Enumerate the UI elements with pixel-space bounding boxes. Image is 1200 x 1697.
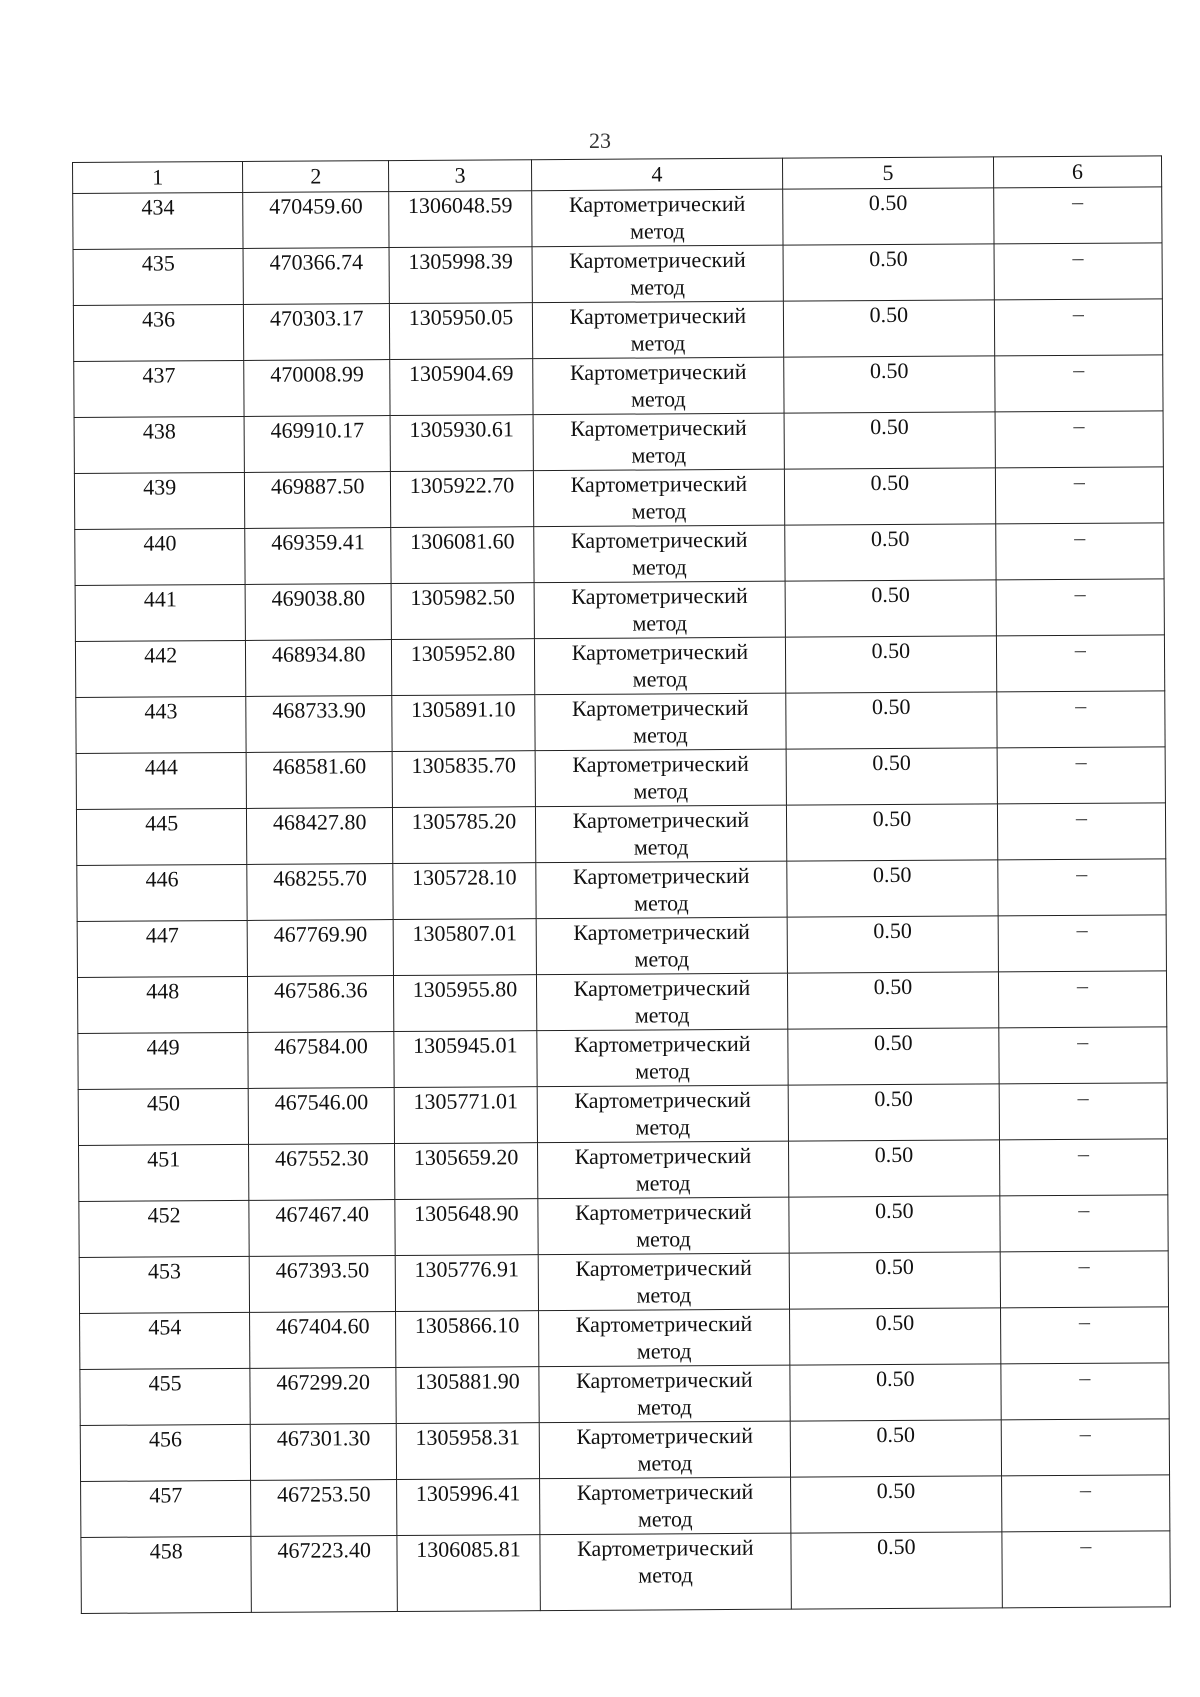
note-cell: – (997, 747, 1166, 804)
table-row (76, 803, 1165, 866)
accuracy-cell: 0.50 (787, 972, 998, 1029)
table-row (81, 1475, 1170, 1538)
y-coordinate-cell: 1306081.60 (391, 527, 534, 584)
y-coordinate-cell: 1305930.61 (390, 415, 533, 472)
method-line-2: метод (630, 274, 686, 300)
method-line-1: Картометрический (574, 1086, 751, 1113)
method-line-2: метод (637, 1394, 692, 1420)
point-number-cell: 437 (74, 360, 245, 417)
note-cell: – (999, 1139, 1168, 1196)
method-line-2: метод (633, 834, 689, 860)
note-cell: – (996, 635, 1165, 692)
column-header-6: 6 (993, 156, 1161, 188)
x-coordinate-cell: 467586.36 (248, 976, 394, 1033)
x-coordinate-cell: 467223.40 (251, 1536, 397, 1613)
point-number-cell: 452 (79, 1200, 250, 1257)
table-row (77, 915, 1166, 978)
table-row (78, 1027, 1167, 1090)
table-row (74, 355, 1163, 418)
table-row (75, 579, 1164, 642)
point-number-cell: 443 (76, 696, 247, 753)
y-coordinate-cell: 1305958.31 (396, 1423, 539, 1480)
method-cell (539, 1477, 791, 1535)
method-line-1: Картометрический (574, 1198, 752, 1225)
method-line-2: метод (630, 330, 686, 356)
x-coordinate-cell: 469887.50 (245, 472, 391, 529)
method-line-2: метод (635, 1058, 690, 1084)
method-line-2: метод (631, 442, 687, 468)
y-coordinate-cell: 1305891.10 (392, 695, 535, 752)
x-coordinate-cell: 467546.00 (248, 1088, 394, 1145)
note-cell: – (998, 915, 1167, 972)
point-number-cell: 450 (78, 1088, 249, 1145)
y-coordinate-cell: 1305648.90 (395, 1199, 538, 1256)
method-cell (537, 1141, 789, 1199)
method-cell (532, 301, 784, 359)
point-number-cell: 449 (78, 1032, 249, 1089)
point-number-cell: 445 (76, 808, 247, 865)
method-cell (534, 581, 786, 639)
method-cell (534, 637, 786, 695)
table-row (76, 691, 1165, 754)
y-coordinate-cell: 1305785.20 (393, 807, 536, 864)
method-line-2: метод (636, 1282, 692, 1308)
note-cell: – (996, 579, 1165, 636)
note-cell: – (1001, 1363, 1170, 1420)
accuracy-cell: 0.50 (786, 692, 997, 749)
method-line-2: метод (635, 1170, 691, 1196)
table-row (73, 299, 1162, 362)
x-coordinate-cell: 468581.60 (246, 752, 392, 809)
note-cell: – (995, 467, 1164, 524)
note-cell: – (1001, 1475, 1170, 1532)
method-line-2: метод (637, 1506, 693, 1532)
accuracy-cell: 0.50 (788, 1028, 999, 1085)
method-line-1: Картометрический (569, 358, 747, 385)
column-header-4: 4 (531, 158, 782, 191)
method-cell (534, 525, 786, 583)
point-number-cell: 440 (75, 528, 246, 585)
method-line-1: Картометрический (577, 1534, 754, 1561)
method-line-1: Картометрический (575, 1310, 753, 1337)
table-row (79, 1139, 1168, 1202)
table-row (79, 1251, 1168, 1314)
table-body (73, 187, 1171, 1614)
method-line-2: метод (637, 1450, 693, 1476)
y-coordinate-cell: 1305922.70 (391, 471, 534, 528)
method-line-1: Картометрический (576, 1478, 754, 1505)
x-coordinate-cell: 468733.90 (246, 696, 392, 753)
x-coordinate-cell: 467584.00 (248, 1032, 394, 1089)
method-line-1: Картометрический (570, 414, 747, 441)
note-cell: – (995, 411, 1164, 468)
x-coordinate-cell: 468255.70 (247, 864, 393, 921)
point-number-cell: 455 (80, 1368, 251, 1425)
column-header-2: 2 (243, 161, 389, 193)
x-coordinate-cell: 469359.41 (245, 528, 391, 585)
method-cell (536, 917, 788, 975)
x-coordinate-cell: 467301.30 (251, 1424, 397, 1481)
x-coordinate-cell: 467299.20 (250, 1368, 396, 1425)
accuracy-cell: 0.50 (785, 580, 996, 637)
point-number-cell: 447 (77, 920, 248, 977)
y-coordinate-cell: 1305982.50 (391, 583, 534, 640)
method-line-1: Картометрический (574, 1142, 752, 1169)
method-cell (538, 1253, 790, 1311)
method-line-2: метод (634, 946, 690, 972)
y-coordinate-cell: 1305728.10 (393, 863, 536, 920)
accuracy-cell: 0.50 (784, 356, 995, 413)
method-line-2: метод (636, 1338, 692, 1364)
y-coordinate-cell: 1305776.91 (395, 1255, 538, 1312)
point-number-cell: 442 (75, 640, 246, 697)
accuracy-cell: 0.50 (791, 1476, 1002, 1533)
method-line-1: Картометрический (573, 974, 751, 1001)
table-row (80, 1363, 1169, 1426)
y-coordinate-cell: 1306048.59 (389, 191, 532, 248)
point-number-cell: 441 (75, 584, 246, 641)
point-number-cell: 444 (76, 752, 247, 809)
note-cell: – (993, 187, 1162, 244)
accuracy-cell: 0.50 (786, 804, 997, 861)
method-cell (533, 413, 785, 471)
point-number-cell: 456 (80, 1424, 251, 1481)
table-row (74, 467, 1163, 530)
method-line-2: метод (635, 1114, 691, 1140)
note-cell: – (994, 243, 1163, 300)
method-line-2: метод (632, 610, 688, 636)
table-row (75, 635, 1164, 698)
note-cell: – (997, 691, 1166, 748)
y-coordinate-cell: 1306085.81 (397, 1535, 540, 1612)
note-cell: – (998, 859, 1167, 916)
method-cell (535, 749, 787, 807)
y-coordinate-cell: 1305952.80 (392, 639, 535, 696)
y-coordinate-cell: 1305881.90 (396, 1367, 539, 1424)
method-line-2: метод (633, 778, 689, 804)
method-cell (532, 357, 784, 415)
x-coordinate-cell: 467769.90 (247, 920, 393, 977)
point-number-cell: 446 (77, 864, 248, 921)
method-line-2: метод (633, 722, 688, 748)
method-cell (540, 1533, 792, 1611)
y-coordinate-cell: 1305866.10 (396, 1311, 539, 1368)
method-line-1: Картометрический (573, 1030, 751, 1057)
accuracy-cell: 0.50 (788, 1140, 999, 1197)
point-number-cell: 454 (80, 1312, 251, 1369)
method-line-2: метод (636, 1226, 691, 1252)
note-cell: – (1001, 1419, 1170, 1476)
point-number-cell: 448 (77, 976, 248, 1033)
point-number-cell: 439 (74, 472, 245, 529)
accuracy-cell: 0.50 (788, 1084, 999, 1141)
accuracy-cell: 0.50 (784, 412, 995, 469)
method-line-2: метод (632, 666, 688, 692)
method-line-2: метод (638, 1562, 693, 1588)
x-coordinate-cell: 470459.60 (243, 192, 389, 249)
note-cell: – (1000, 1251, 1169, 1308)
note-cell: – (1000, 1307, 1169, 1364)
y-coordinate-cell: 1305955.80 (394, 975, 537, 1032)
point-number-cell: 451 (79, 1144, 250, 1201)
method-line-2: метод (630, 386, 686, 412)
accuracy-cell: 0.50 (785, 636, 996, 693)
note-cell: – (994, 355, 1163, 412)
x-coordinate-cell: 467467.40 (249, 1200, 395, 1257)
table-row (73, 243, 1162, 306)
note-cell: – (998, 971, 1167, 1028)
table-row (73, 187, 1162, 250)
method-line-1: Картометрический (572, 806, 750, 833)
note-cell: – (1000, 1195, 1169, 1252)
accuracy-cell: 0.50 (783, 300, 994, 357)
x-coordinate-cell: 467404.60 (250, 1312, 396, 1369)
method-line-1: Картометрический (570, 470, 748, 497)
table-row (77, 859, 1166, 922)
y-coordinate-cell: 1305771.01 (394, 1087, 537, 1144)
method-line-1: Картометрический (575, 1254, 752, 1281)
table-row (79, 1195, 1168, 1258)
column-header-5: 5 (782, 157, 993, 189)
accuracy-cell: 0.50 (783, 188, 994, 245)
accuracy-cell: 0.50 (791, 1532, 1002, 1609)
y-coordinate-cell: 1305945.01 (394, 1031, 537, 1088)
y-coordinate-cell: 1305807.01 (393, 919, 536, 976)
x-coordinate-cell: 469910.17 (244, 416, 390, 473)
note-cell: – (999, 1083, 1168, 1140)
method-line-1: Картометрический (571, 582, 748, 609)
y-coordinate-cell: 1305996.41 (397, 1479, 540, 1536)
x-coordinate-cell: 468934.80 (246, 640, 392, 697)
method-cell (532, 245, 784, 303)
method-cell (535, 693, 787, 751)
x-coordinate-cell: 470303.17 (244, 304, 390, 361)
table-row (74, 411, 1163, 474)
y-coordinate-cell: 1305835.70 (392, 751, 535, 808)
point-number-cell: 457 (81, 1480, 252, 1537)
point-number-cell: 453 (79, 1256, 250, 1313)
x-coordinate-cell: 467253.50 (251, 1480, 397, 1537)
x-coordinate-cell: 469038.80 (245, 584, 391, 641)
x-coordinate-cell: 470366.74 (243, 248, 389, 305)
y-coordinate-cell: 1305659.20 (395, 1143, 538, 1200)
method-line-2: метод (632, 554, 687, 580)
method-line-2: метод (634, 1002, 690, 1028)
point-number-cell: 458 (81, 1536, 252, 1613)
table-row (76, 747, 1165, 810)
column-header-3: 3 (389, 160, 532, 192)
method-cell (531, 189, 783, 247)
method-line-1: Картометрический (572, 750, 749, 777)
y-coordinate-cell: 1305904.69 (390, 359, 533, 416)
accuracy-cell: 0.50 (789, 1252, 1000, 1309)
point-number-cell: 434 (73, 192, 244, 249)
table-row (78, 1083, 1167, 1146)
accuracy-cell: 0.50 (790, 1364, 1001, 1421)
method-line-1: Картометрический (569, 246, 746, 273)
x-coordinate-cell: 467552.30 (249, 1144, 395, 1201)
note-cell: – (995, 523, 1164, 580)
table-row (80, 1419, 1169, 1482)
method-line-2: метод (634, 890, 689, 916)
point-number-cell: 436 (73, 304, 244, 361)
method-cell (538, 1309, 790, 1367)
method-cell (536, 861, 788, 919)
method-line-1: Картометрический (572, 862, 750, 889)
y-coordinate-cell: 1305998.39 (389, 247, 532, 304)
method-cell (538, 1197, 790, 1255)
method-line-1: Картометрический (576, 1422, 753, 1449)
accuracy-cell: 0.50 (784, 468, 995, 525)
method-cell (536, 973, 788, 1031)
table-row (80, 1307, 1169, 1370)
point-number-cell: 435 (73, 248, 244, 305)
method-line-1: Картометрический (570, 526, 748, 553)
table-row (75, 523, 1164, 586)
x-coordinate-cell: 467393.50 (250, 1256, 396, 1313)
x-coordinate-cell: 468427.80 (247, 808, 393, 865)
method-line-1: Картометрический (571, 694, 749, 721)
method-cell (533, 469, 785, 527)
y-coordinate-cell: 1305950.05 (390, 303, 533, 360)
accuracy-cell: 0.50 (785, 524, 996, 581)
table-row (81, 1531, 1170, 1614)
method-line-1: Картометрический (573, 918, 750, 945)
accuracy-cell: 0.50 (787, 860, 998, 917)
accuracy-cell: 0.50 (786, 748, 997, 805)
method-cell (537, 1085, 789, 1143)
method-line-1: Картометрический (576, 1366, 753, 1393)
table-row (77, 971, 1166, 1034)
accuracy-cell: 0.50 (790, 1308, 1001, 1365)
note-cell: – (1002, 1531, 1171, 1608)
accuracy-cell: 0.50 (790, 1420, 1001, 1477)
method-line-1: Картометрический (569, 302, 747, 329)
method-line-1: Картометрический (568, 190, 746, 217)
note-cell: – (997, 803, 1166, 860)
accuracy-cell: 0.50 (783, 244, 994, 301)
method-line-1: Картометрический (571, 638, 749, 665)
column-header-1: 1 (73, 161, 243, 193)
method-line-2: метод (629, 218, 685, 244)
accuracy-cell: 0.50 (789, 1196, 1000, 1253)
note-cell: – (994, 299, 1163, 356)
accuracy-cell: 0.50 (787, 916, 998, 973)
method-cell (539, 1421, 791, 1479)
method-cell (535, 805, 787, 863)
method-line-2: метод (631, 498, 687, 524)
x-coordinate-cell: 470008.99 (244, 360, 390, 417)
page-number: 23 (589, 128, 611, 153)
point-number-cell: 438 (74, 416, 245, 473)
method-cell (537, 1029, 789, 1087)
coordinates-table (72, 155, 1171, 1614)
method-cell (539, 1365, 791, 1423)
note-cell: – (999, 1027, 1168, 1084)
